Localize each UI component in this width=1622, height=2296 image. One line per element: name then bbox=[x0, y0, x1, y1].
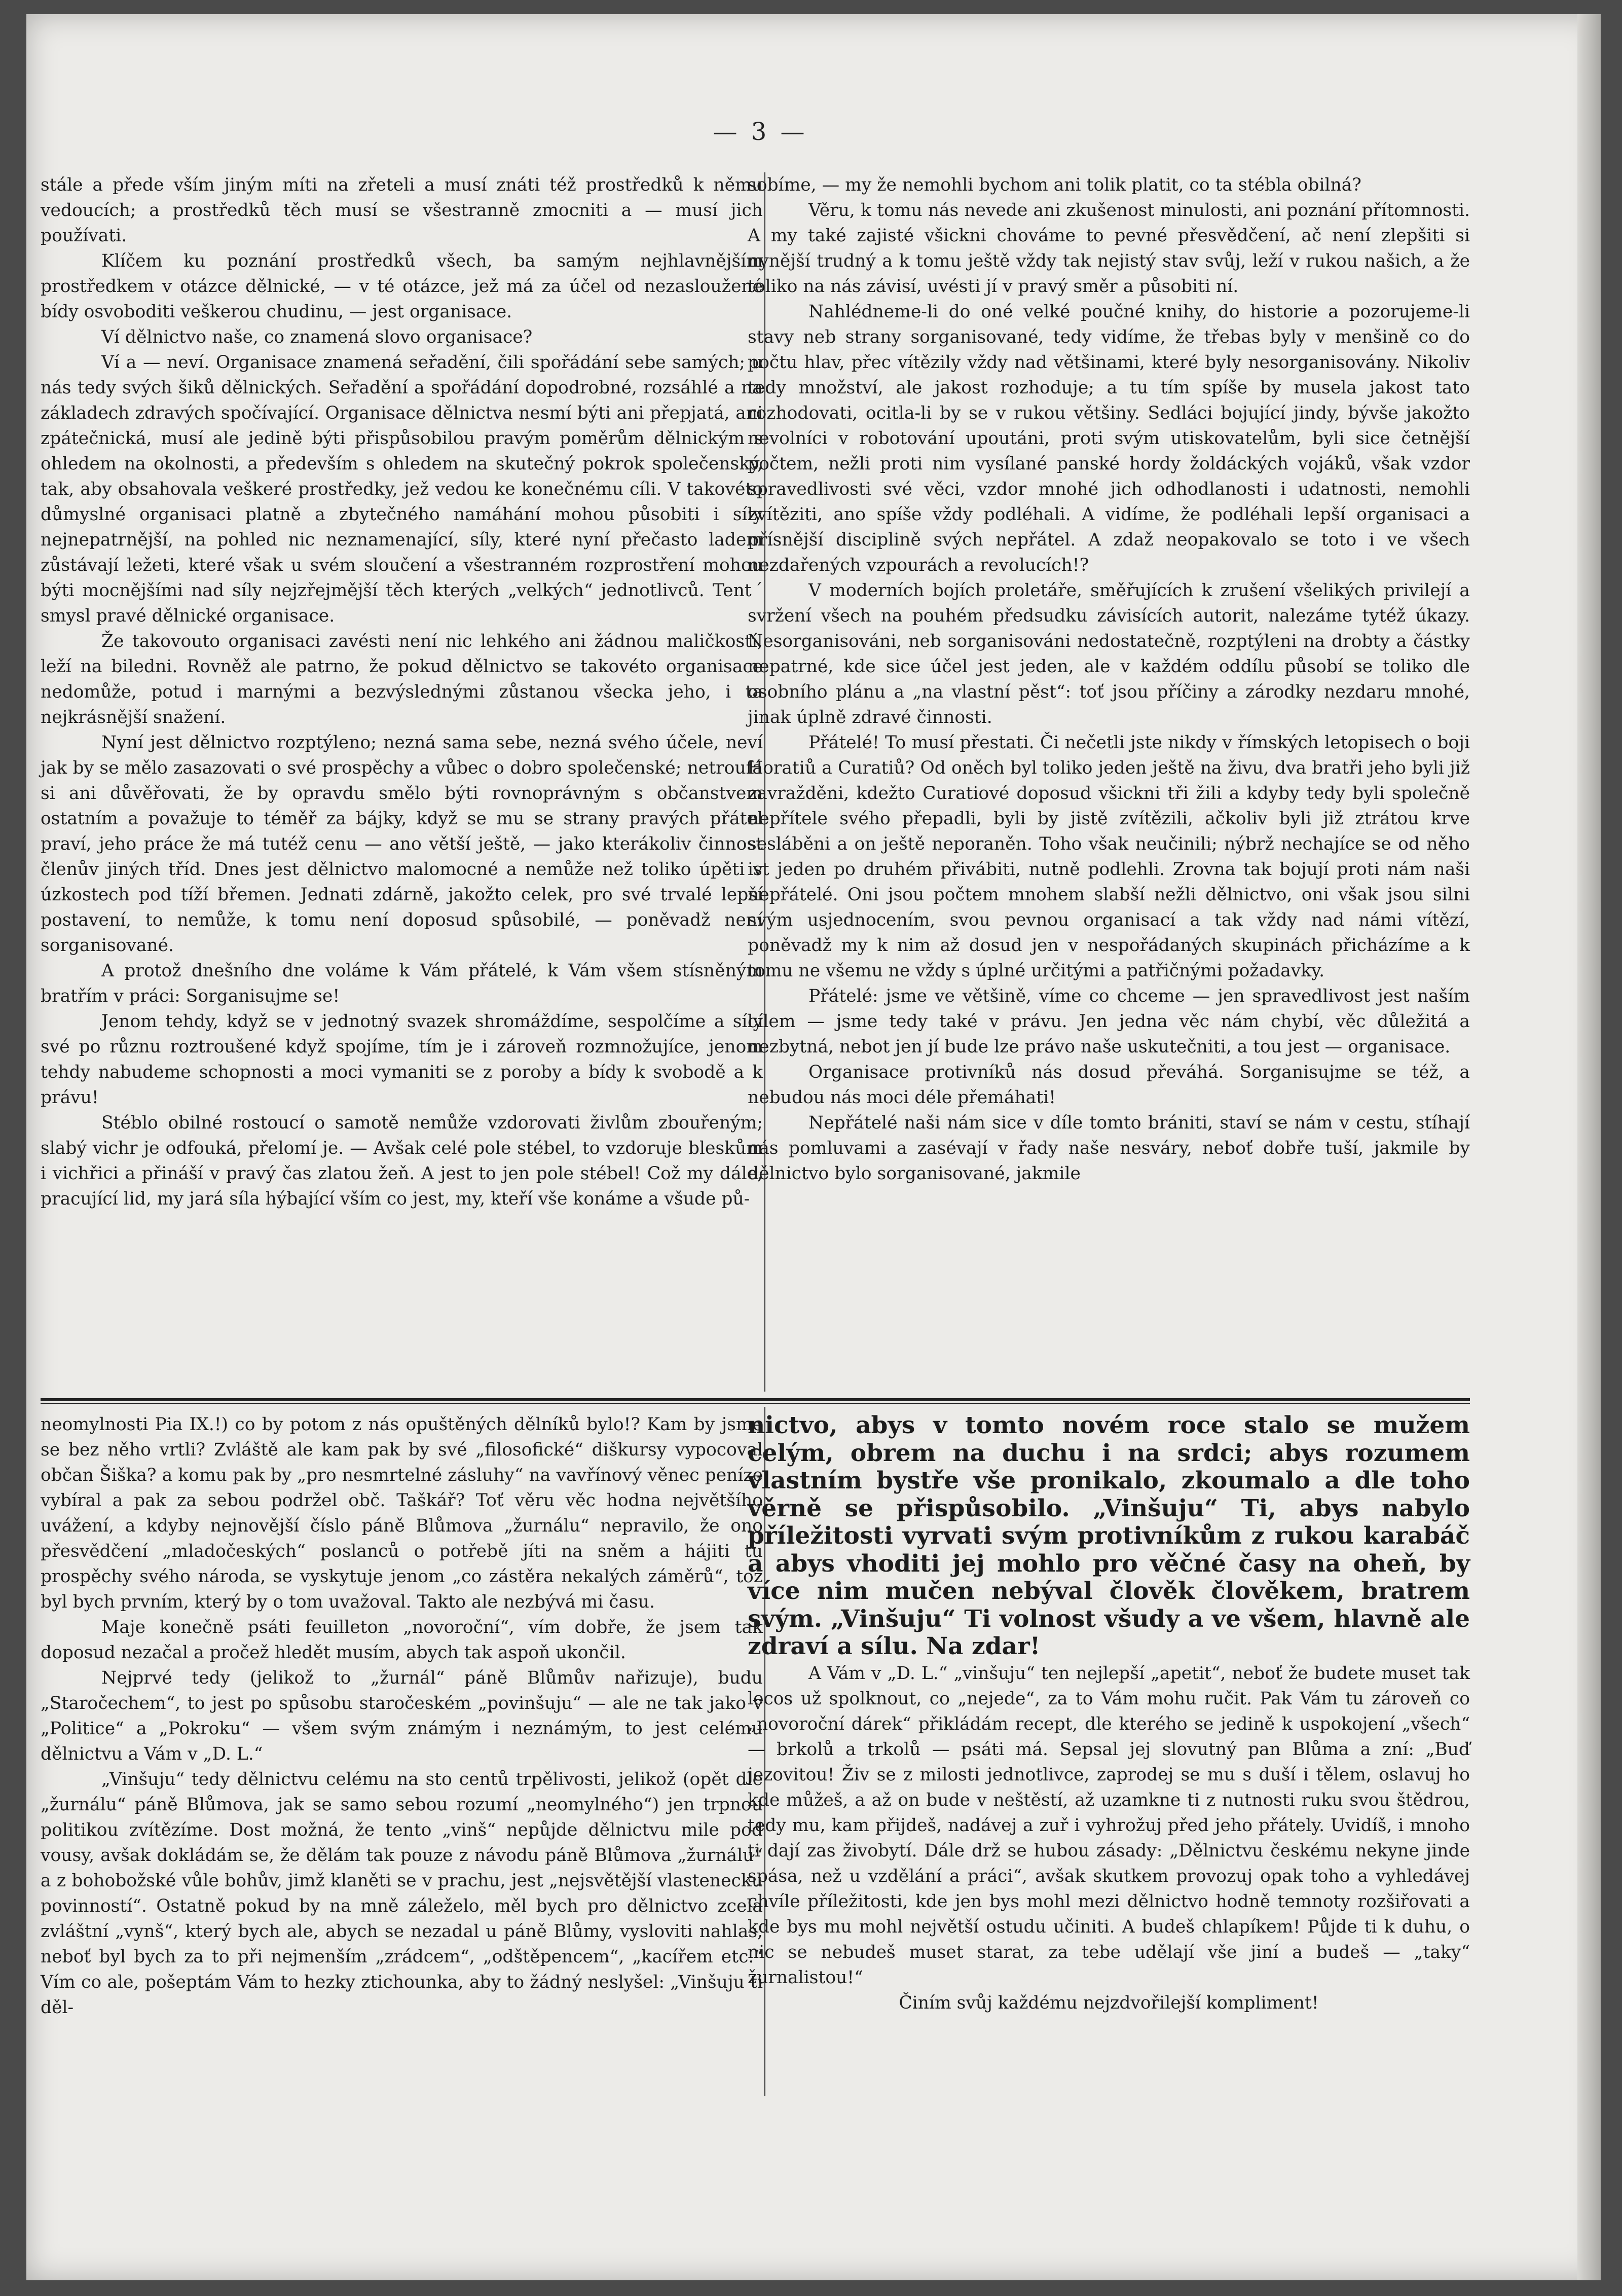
feuilleton-column-lower-left bbox=[41, 1412, 763, 2020]
paragraph: stále a přede vším jiným míti na zřeteli a musí znáti též prostředků k němu vedoucích; a prostředků těch musí se všestranně zmocniti a — musí jich používati. bbox=[41, 175, 763, 246]
paragraph: Že takovouto organisaci zavésti není nic lehkého ani žádnou maličkostí, leží na biledni. Rovněž ale patrno, že pokud dělnictvo se takovéto organisace nedomůže, potud i marnými a bezvýslednými zůstanou všecka jeho, i ta nejkrásnější snažení. bbox=[41, 631, 763, 727]
paragraph: Nejprvé tedy (jelikož to „žurnál“ páně Blůmův nařizuje), budu „Staročechem“, to jest po spůsobu staročeském „povinšuju“ — ale ne tak jako v „Politice“ a „Pokroku“ — všem svým známým i neznámým, to jest celému dělnictvu a Vám v „D. L.“ bbox=[41, 1668, 763, 1764]
paragraph: Maje konečně psáti feuilleton „novoroční“, vím dobře, že jsem tak doposud nezačal a pročež hledět musím, abych tak aspoň ukončil. bbox=[41, 1617, 763, 1663]
paragraph: Ví dělnictvo naše, co znamená slovo organisace? bbox=[101, 327, 533, 347]
page-number: — 3 — bbox=[713, 118, 808, 146]
paragraph: A protož dnešního dne voláme k Vám přátelé, k Vám všem stísněným bratřím v práci: Sorganisujme se! bbox=[41, 961, 763, 1006]
paragraph: V moderních bojích proletáře, směřujících k zrušení všelikých privilejí a svržení všech na pouhém předsudku závisících autorit, nalezáme tytéž úkazy. Nesorganisováni, neb sorganisováni nedostatečně, rozptýleni na drobty a částky nepatrné, kde sice účel jest jeden, ale v každém oddílu působí se toliko dle osobního plánu a „na vlastní pěst“: toť jsou příčiny a zárodky nezdaru mnohé, jinak úplně zdravé činnosti. bbox=[748, 580, 1470, 727]
paragraph: Přátelé! To musí přestati. Či nečetli jste nikdy v římských letopisech o boji Horatiů a Curatiů? Od oněch byl toliko jeden ještě na živu, dva bratři jeho byli již zavražděni, kdežto Curatiové doposud všickni tři žili a kdyby tedy byli společně nepřítele svého přepadli, byli by jistě zvítězili, ačkoliv byli již ztrátou krve sesláběni a on ještě neporaněn. Toho však neučinili; nýbrž nechajíce se od něho ist jeden po druhém přivábiti, nutně podlehli. Zrovna tak bojují proti nám naši nepřátelé. Oni jsou počtem mnohem slabší nežli dělnictvo, oni však jsou silni svým usjednocením, svou pevnou organisací a tak vždy nad námi vítězí, poněvadž my k nim až dosud jen v nespořádaných skupinách přicházíme a k tomu ne všemu ne vždy s úplné určitými a patřičnými požadavky. bbox=[748, 733, 1470, 981]
paragraph: Ví a — neví. Organisace znamená seřadění, čili spořádání sebe samých; u nás tedy svých šiků dělnických. Seřadění a spořádání dopodrobné, rozsáhlé a na základech zdravých spočívající. Organisace dělnictva nesmí býti ani přepjatá, ani zpátečnická, musí ale jedině býti přispůsobilou pravým poměrům dělnickým s ohledem na okolnosti, a především s ohledem na skutečný pokrok společenský, tak, aby obsahovala veškeré prostředky, jež vedou ke konečnému cíli. V takovéto důmyslné organisaci platně a zbytečného namáhání mohou působiti i síly nejnepatrnější, na pohled nic neznamenající, síly, které nyní přečasto ladem zůstávají ležeti, které však u svém sloučení a všestranném rozprostření mohou býti mocnějšími nad síly nejzřejmější těch kterých „velkých“ jednotlivců. Tentˊ smysl pravé dělnické organisace. bbox=[41, 352, 763, 626]
paragraph: Stéblo obilné rostoucí o samotě nemůže vzdorovati živlům zbouřeným; slabý vichr je odfouká, přelomí je. — Avšak celé pole stébel, to vzdoruje bleskům i vichřici a přináší v pravý čas zlatou žeň. A jest to jen pole stébel! Což my dále, pracující lid, my jará síla hýbající vším co jest, my, kteří vše konáme a všude pů- bbox=[41, 1113, 763, 1209]
article-column-upper-right bbox=[748, 172, 1470, 1186]
article-column-upper-left bbox=[41, 172, 763, 1212]
paragraph: Nepřátelé naši nám sice v díle tomto brániti, staví se nám v cestu, stíhají nás pomluvami a zasévají v řady naše nesváry, neboť dobře tuší, jakmile by dělnictvo bylo sorganisované, jakmile bbox=[748, 1113, 1470, 1184]
paragraph: Nyní jest dělnictvo rozptýleno; nezná sama sebe, nezná svého účele, neví jak by se mělo zasazovati o své prospěchy a vůbec o dobro společenské; netroufá si ani důvěřovati, že by opravdu smělo býti rovnoprávným s občanstvem ostatním a považuje to téměř za bájky, když se mu se strany pravých přátel praví, jeho práce že má tutéž cenu — ano větší ještě, — jako kterákoliv činnost členův jiných tříd. Dnes jest dělnictvo malomocné a nemůže než toliko úpěti v úzkostech pod tíží břemen. Jednati zdárně, jakožto celek, pro své trvalé lepší postavení, to nemůže, k tomu není doposud spůsobilé, — poněvadž není sorganisované. bbox=[41, 733, 763, 956]
paragraph: sobíme, — my že nemohli bychom ani tolik platit, co ta stébla obilná? bbox=[748, 175, 1361, 195]
paragraph: Nahlédneme-li do oné velké poučné knihy, do historie a pozorujeme-li stavy neb strany sorganisované, tedy vidíme, že třebas byly v menšině co do počtu hlav, přec vítězily vždy nad většinami, které byly nesorganisovány. Nikoliv tedy množství, ale jakost rozhoduje; a tu tím spíše by musela jakost tato rozhodovati, ocitla-li by se v rukou většiny. Sedláci bojující jindy, bývše jakožto nevolníci v robotování upoutáni, proti svým utiskovatelům, byli sice četnější počtem, nežli proti nim vysílané panské hordy žoldáckých vojáků, však vzdor spravedlivosti své věci, vzdor mnohé jich odhodlanosti i udatnosti, nemohli zvítěziti, ano spíše vždy podléhali. A vidíme, že podléhali lepší organisaci a přísnější disciplině svých nepřátel. A zdaž neopakovalo se toto i ve všech nezdařených vzpourách a revolucích!? bbox=[748, 302, 1470, 575]
paragraph: Věru, k tomu nás nevede ani zkušenost minulosti, ani poznání přítomnosti. A my také zajisté všickni chováme to pevné přesvědčení, ač není zlepšiti si nynější trudný a k tomu ještě vždy tak nejistý stav svůj, leží v rukou našich, a že toliko na nás závisí, uvésti jí v pravý směr a působiti ní. bbox=[748, 200, 1470, 297]
paragraph: „Vinšuju“ tedy dělnictvu celému na sto centů trpělivosti, jelikož (opět dle „žurnálu“ páně Blůmova, jak se samo sebou rozumí „neomylného“) jen trpnou politikou zvítězíme. Dost možná, že tento „vinš“ nepůjde dělnictvu mile pod vousy, avšak dokládám se, že dělám tak pouze z návodu páně Blůmova „žurnálu“ a z bohobožské vůle bohův, jimž klaněti se v prachu, jest „nejsvětější vlastenecku povinností“. Ostatně pokud by na mně záleželo, měl bych pro dělnictvo zcela zvláštní „vynš“, který bych ale, abych se nezadal u páně Blůmy, vysloviti nahlas, neboť byl bych za to při nejmenším „zrádcem“, „odštěpencem“, „kacířem etc.“ Vím co ale, pošeptám Vám to hezky ztichounka, aby to žádný neslyšel: „Vinšuju ti děl- bbox=[41, 1769, 763, 2018]
feuilleton-column-lower-right bbox=[748, 1412, 1470, 2016]
section-rule-thin bbox=[41, 1403, 1470, 1404]
paragraph: nictvo, abys v tomto novém roce stalo se mužem celým, obrem na duchu i na srdci; abys rozumem vlastním bystře vše pronikalo, zkoumalo a dle toho věrně se přispůsobilo. „Vinšuju“ Ti, abys nabylo příležitosti vyrvati svým protivníkům z rukou karabáč a abys vhoditi jej mohlo pro věčné časy na oheň, by více nim mučen nebýval člověk člověkem, bratrem svým. „Vinšuju“ Ti volnost všudy a ve všem, hlavně ale zdraví a sílu. Na zdar! bbox=[748, 1411, 1470, 1660]
paragraph: Činím svůj každému nejzdvořilejší kompliment! bbox=[899, 1992, 1319, 2013]
paragraph: Klíčem ku poznání prostředků všech, ba samým nejhlavnějším prostředkem v otázce dělnické, — v té otázce, jež má za účel od nezasloužené bídy osvoboditi veškerou chudinu, — jest organisace. bbox=[41, 251, 763, 322]
paragraph: A Vám v „D. L.“ „vinšuju“ ten nejlepší „apetit“, neboť že budete muset tak lecos už spolknout, co „nejede“, za to Vám mohu ručit. Pak Vám tu zároveň co „novoroční dárek“ přikládám recept, dle kterého se jedině k uspokojení „všech“ — brkolů a trkolů — psáti má. Sepsal jej slovutný pan Blůma a zní: „Buď jezovitou! Živ se z milosti jednotlivce, zaprodej se mu s duší i tělem, oslavuj ho kde můžeš, a až on bude v neštěstí, až uzamkne ti z nutnosti ruku svou štědrou, tedy mu, kam přijdeš, nadávej a zuř i vyhrožuj před jeho přátely. Uvidíš, i mnoho ti dají zas živobytí. Dále drž se hubou zásady: „Dělnictvu českému nekyne jinde spása, než u vzdělání a práci“, avšak skutkem provozuj opak toho a vyhledávej chvíle příležitosti, kde jen bys mohl mezi dělnictvo hodně temnoty rozšiřovati a kde bys mu mohl největší ostudu učiniti. A budeš chlapíkem! Půjde ti k duhu, o nic se nebudeš muset starat, za tebe udělají vše jiní a budeš — „taky“ žurnalistou!“ bbox=[748, 1663, 1470, 1988]
section-rule bbox=[41, 1398, 1470, 1401]
page-fold bbox=[1577, 14, 1601, 2280]
paragraph: Jenom tehdy, když se v jednotný svazek shromáždíme, sespolčíme a síly své po různu roztroušené když spojíme, tím je i zároveň rozmnožujíce, jenom tehdy nabudeme schopnosti a moci vymaniti se z poroby a bídy k svobodě a k právu! bbox=[41, 1011, 763, 1108]
paragraph: neomylnosti Pia IX.!) co by potom z nás opuštěných dělníků bylo!? Kam by jsme se bez něho vrtli? Zvláště ale kam pak by své „filosofické“ diškursy vypocoval občan Šiška? a komu pak by „pro nesmrtelné zásluhy“ na vavřínový věnec peníze vybíral a pak za sebou podržel obč. Taškář? Toť věru věc hodna největšího uvážení, a kdyby nejnovější číslo páně Blůmova „žurnálu“ nepravilo, že ono přesvědčení „mladočeských“ poslanců o potřebě jíti na sněm a hájiti tu prospěchy svého národa, se vyskytuje jenom „co zástěra nekalých záměrů“, tož byl bych prvním, který by o tom uvažoval. Takto ale nezbývá mi času. bbox=[41, 1414, 763, 1612]
paragraph: Přátelé: jsme ve většině, víme co chceme — jen spravedlivost jest naším cílem — jsme tedy také v právu. Jen jedna věc nám chybí, věc důležitá a nezbytná, nebot jen jí bude lze právo naše uskutečniti, a tou jest — organisace. bbox=[748, 986, 1470, 1057]
paragraph: Organisace protivníků nás dosud převáhá. Sorganisujme se též, a nebudou nás moci déle přemáhati! bbox=[748, 1062, 1470, 1108]
